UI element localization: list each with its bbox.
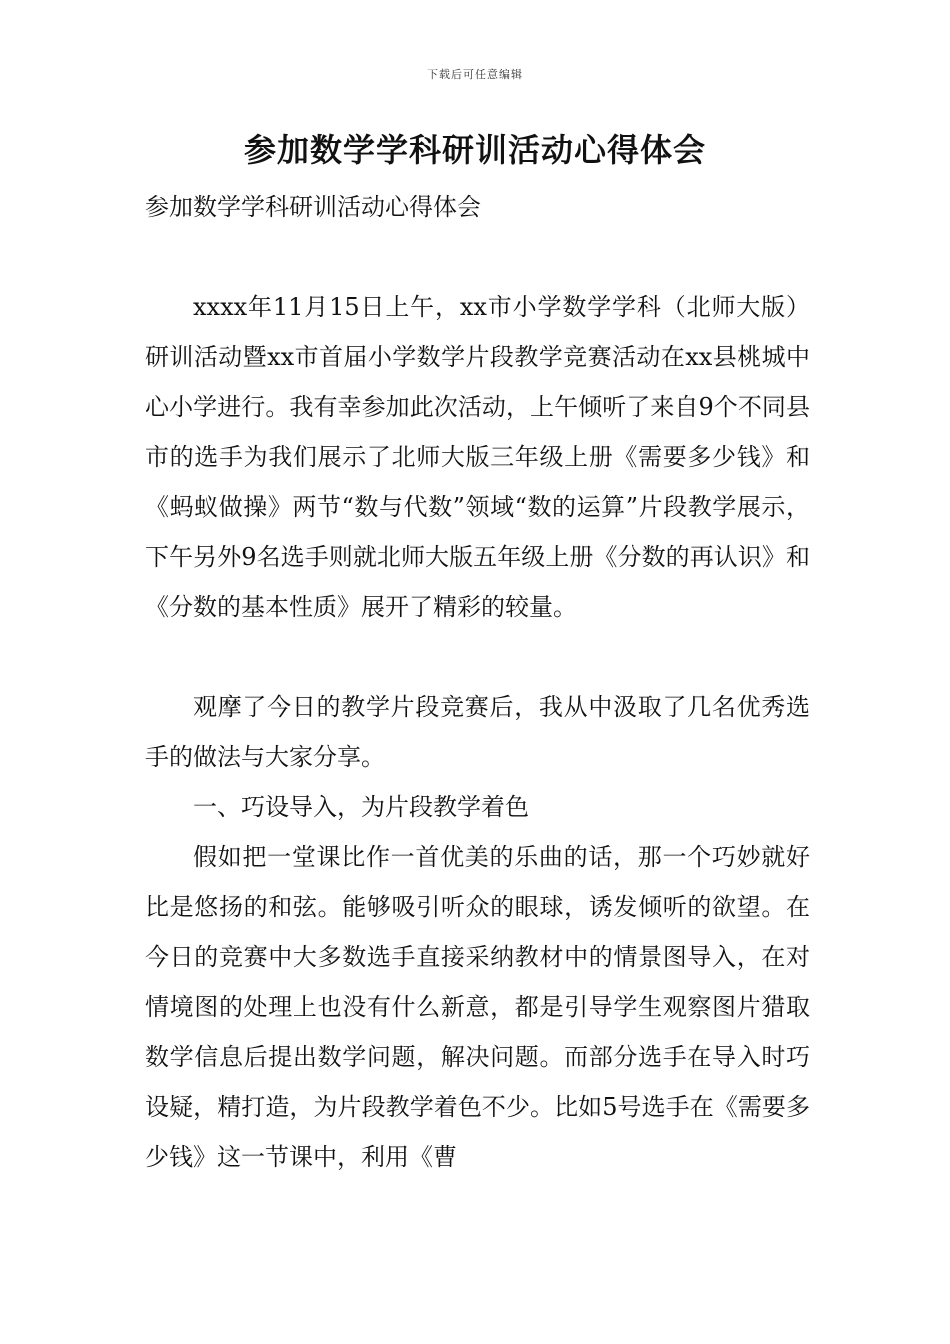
header-note: 下载后可任意编辑 bbox=[427, 68, 523, 81]
document-body bbox=[145, 182, 810, 1182]
paragraph-spacer bbox=[145, 232, 810, 282]
document-subtitle: 参加数学学科研训活动心得体会 bbox=[145, 193, 481, 221]
paragraph-observation: 观摩了今日的教学片段竞赛后，我从中汲取了几名优秀选手的做法与大家分享。 bbox=[145, 693, 810, 771]
document-title: 参加数学学科研训活动心得体会 bbox=[243, 131, 706, 169]
paragraph-spacer bbox=[145, 632, 810, 682]
paragraph-intro: xxxx年11月15日上午，xx市小学数学学科（北师大版）研训活动暨xx市首届小学数学片段教学竞赛活动在xx县桃城中心小学进行。我有幸参加此次活动，上午倾听了来自9个不同县市的选手为我们展示了北师大版三年级上册《需要多少钱》和《蚂蚁做操》两节“数与代数”领域“数的运算”片段教学展示，下午另外9名选手则就北师大版五年级上册《分数的再认识》和《分数的基本性质》展开了精彩的较量。 bbox=[145, 293, 810, 621]
paragraph-section-body: 假如把一堂课比作一首优美的乐曲的话，那一个巧妙就好比是悠扬的和弦。能够吸引听众的眼球，诱发倾听的欲望。在今日的竞赛中大多数选手直接采纳教材中的情景图导入，在对情境图的处理上也没有什么新意，都是引导学生观察图片猎取数学信息后提出数学问题，解决问题。而部分选手在导入时巧设疑，精打造，为片段教学着色不少。比如5号选手在《需要多少钱》这一节课中，利用《曹 bbox=[145, 843, 810, 1171]
section-heading: 一、巧设导入，为片段教学着色 bbox=[193, 793, 529, 821]
